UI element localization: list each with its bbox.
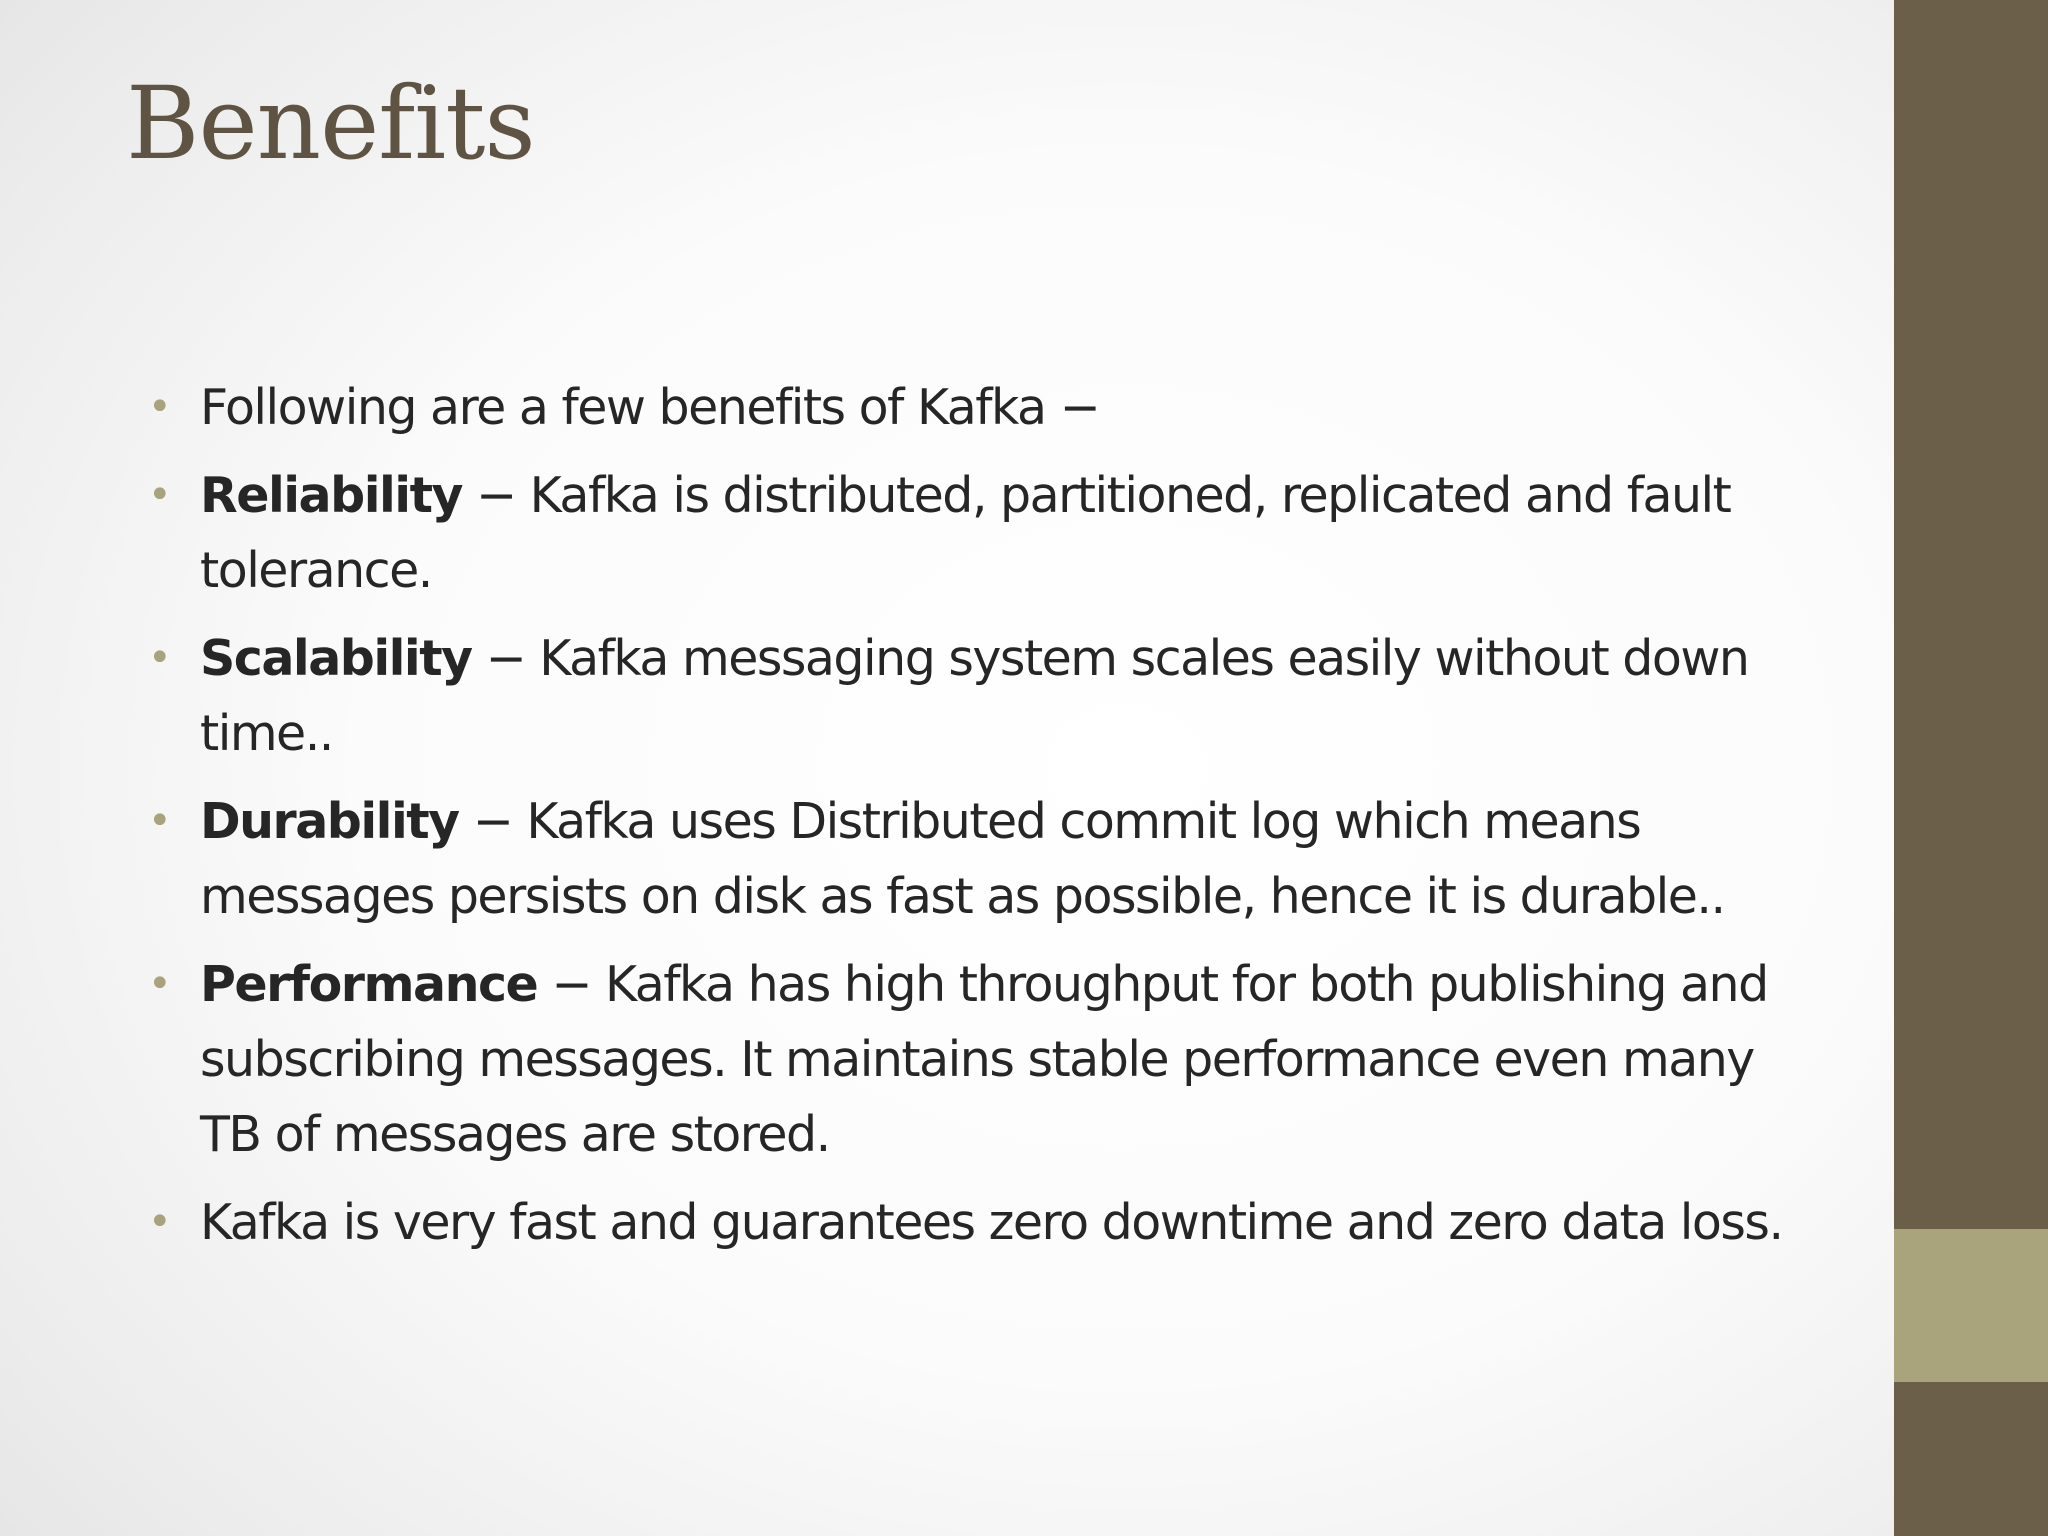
bullet-item xyxy=(148,947,1808,1172)
bullet-text: − Kafka messaging system scales easily without down time.. xyxy=(200,630,1749,762)
bullet-text: − Kafka uses Distributed commit log which means messages persists on disk as fast as possible, hence it is durable.. xyxy=(200,793,1725,925)
bullet-item xyxy=(148,370,1808,445)
bullet-item xyxy=(148,458,1808,608)
bullet-term: Reliability xyxy=(200,467,462,524)
decorative-side-accent xyxy=(1894,1229,2048,1382)
bullet-term: Scalability xyxy=(200,630,472,687)
bullet-marker-icon: • xyxy=(148,472,171,518)
bullet-marker-icon: • xyxy=(148,961,171,1007)
bullet-term: Performance xyxy=(200,956,538,1013)
bullet-marker-icon: • xyxy=(148,798,171,844)
bullet-item xyxy=(148,1185,1808,1260)
bullet-term: Durability xyxy=(200,793,459,850)
bullet-marker-icon: • xyxy=(148,1199,171,1245)
bullet-text: − Kafka is distributed, partitioned, replicated and fault tolerance. xyxy=(200,467,1731,599)
slide-title: Benefits xyxy=(126,65,535,182)
bullet-marker-icon: • xyxy=(148,384,171,430)
bullet-text: − Kafka has high throughput for both publishing and subscribing messages. It maintains stable performance even many TB of messages are stored. xyxy=(200,956,1768,1163)
bullet-item xyxy=(148,784,1808,934)
bullet-list xyxy=(148,370,1808,1273)
bullet-marker-icon: • xyxy=(148,635,171,681)
bullet-text: Kafka is very fast and guarantees zero downtime and zero data loss. xyxy=(200,1194,1783,1251)
bullet-text: Following are a few benefits of Kafka − xyxy=(200,379,1100,436)
bullet-item xyxy=(148,621,1808,771)
